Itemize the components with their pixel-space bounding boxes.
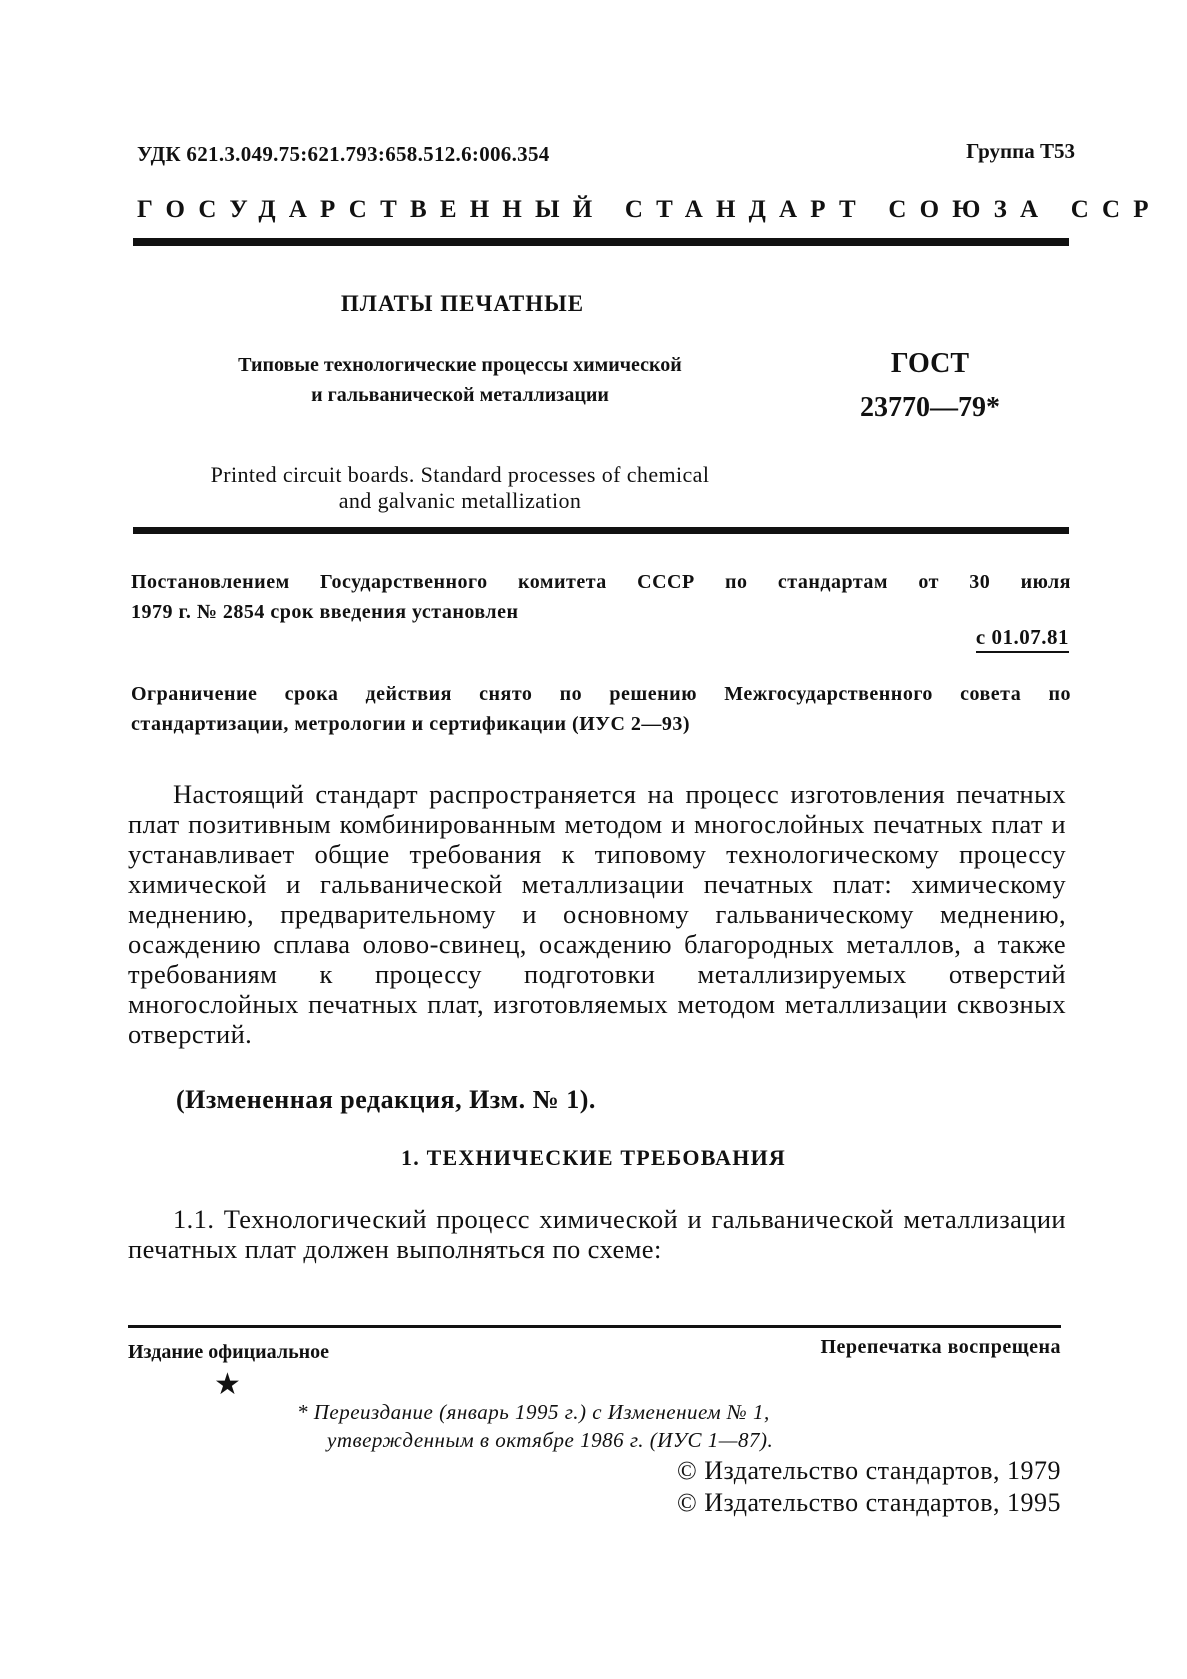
gost-number: 23770—79* [860, 392, 1000, 423]
scope-paragraph [128, 779, 1066, 1049]
decree-line-2: 1979 г. № 2854 срок введения установлен [131, 601, 519, 623]
scope-text: Настоящий стандарт распространяется на процесс изготовления печатных плат позитивным комбинированным методом и многослойных печатных плат и устанавливает общие требования к типовому технологическому процессу химической и гальванической металлизации печатных плат: химическому меднению, предварительному и основному гальваническому меднению, осаждению сплава олово-свинец, осаждению благородных металлов, а также требованиям к процессу подготовки металлизируемых отверстий многослойных печатных плат, изготовляемых методом металлизации сквозных отверстий. [128, 779, 1066, 1049]
limitation-line-2: стандартизации, метрологии и сертификации (ИУС 2—93) [131, 713, 691, 735]
effective-date-text: с 01.07.81 [976, 625, 1069, 653]
english-title-line-1: Printed circuit boards. Standard processes of chemical [210, 462, 710, 487]
gost-label: ГОСТ [890, 348, 970, 379]
english-title-line-2: and galvanic metallization [338, 488, 582, 513]
footer-rule [128, 1325, 1061, 1328]
section-title: 1. ТЕХНИЧЕСКИЕ ТРЕБОВАНИЯ [401, 1145, 786, 1170]
state-standard-heading: ГОСУДАРСТВЕННЫЙ СТАНДАРТ СОЮЗА ССР [137, 196, 1162, 223]
group-code: Группа Т53 [966, 139, 1075, 163]
clause-1-1-text: 1.1. Технологический процесс химической и гальванической металлизации печатных плат должен выполняться по схеме: [128, 1204, 1066, 1264]
official-edition: Издание официальное [128, 1341, 330, 1363]
subtitle-line-1: Типовые технологические процессы химической [238, 354, 682, 376]
clause-1-1 [128, 1204, 1066, 1264]
udk-code: УДК 621.3.049.75:621.793:658.512.6:006.354 [137, 142, 550, 166]
reprint-prohibited: Перепечатка воспрещена [820, 1336, 1061, 1358]
reissue-line-1: * Переиздание (январь 1995 г.) с Изменением № 1, [297, 1400, 770, 1424]
reissue-note [297, 1398, 773, 1454]
subtitle-line-2: и гальванической металлизации [311, 384, 609, 406]
decree-line-1: Постановлением Государственного комитета СССР по стандартам от 30 июля [131, 571, 1071, 593]
effective-date [976, 625, 1069, 650]
amendment-note: (Измененная редакция, Изм. № 1). [176, 1085, 596, 1114]
document-title: ПЛАТЫ ПЕЧАТНЫЕ [340, 291, 585, 316]
title-rule [133, 527, 1069, 534]
star-mark: ★ [214, 1368, 241, 1401]
reissue-line-2: утвержденным в октябре 1986 г. (ИУС 1—87). [327, 1428, 774, 1452]
top-rule [133, 238, 1069, 246]
limitation-line-1: Ограничение срока действия снято по решению Межгосударственного совета по [131, 683, 1071, 705]
copyright-1979: © Издательство стандартов, 1979 [676, 1456, 1061, 1485]
copyright-1995: © Издательство стандартов, 1995 [676, 1488, 1061, 1517]
